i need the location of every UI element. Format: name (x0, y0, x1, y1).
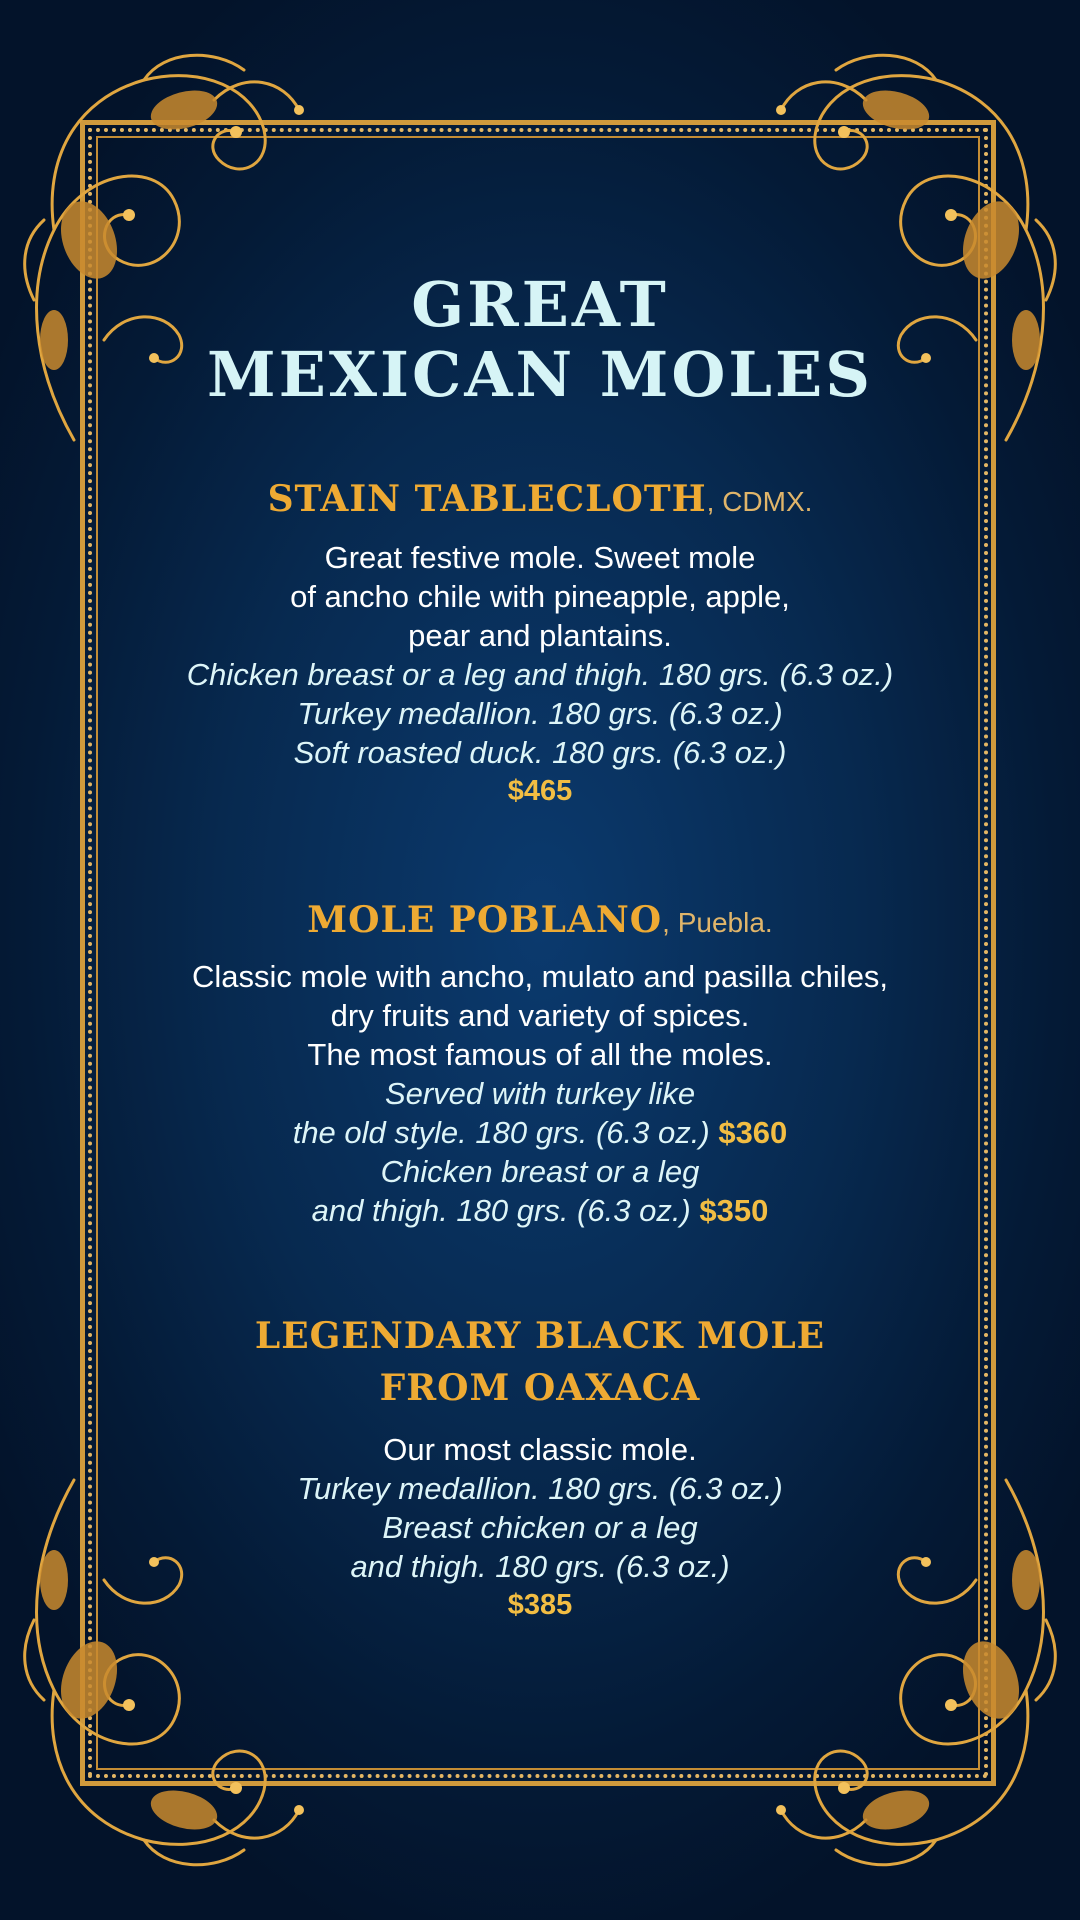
page-title (120, 270, 960, 410)
description-line: Great festive mole. Sweet mole (324, 540, 756, 575)
title-line-1: GREAT (411, 268, 669, 341)
description-line: of ancho chile with pineapple, apple, (290, 579, 790, 614)
section-heading (120, 1314, 960, 1418)
menu-section-stain-tablecloth (120, 474, 960, 811)
section-name-line-1: LEGENDARY BLACK MOLE (254, 1315, 826, 1357)
option-text: and thigh. 180 grs. (6.3 oz.) (311, 1193, 691, 1228)
menu-section-mole-poblano (120, 895, 960, 1230)
section-place: , Puebla. (662, 907, 773, 938)
option-line: Served with turkey like (384, 1076, 696, 1111)
section-heading (120, 895, 960, 953)
title-line-2: MEXICAN MOLES (207, 338, 873, 411)
section-place: , CDMX. (706, 486, 813, 517)
option-line-with-price (120, 1113, 960, 1152)
description-line: dry fruits and variety of spices. (330, 998, 750, 1033)
description-line: Our most classic mole. (383, 1432, 697, 1467)
menu-section-black-mole-oaxaca (120, 1314, 960, 1625)
option-line: and thigh. 180 grs. (6.3 oz.) (350, 1549, 730, 1584)
menu-content (120, 270, 960, 1625)
price: $350 (699, 1193, 769, 1228)
section-name: STAIN TABLECLOTH (267, 478, 707, 520)
option-line: Chicken breast or a leg and thigh. 180 grs. (6.3 oz.) (186, 657, 894, 692)
section-name-line-2: FROM OAXACA (379, 1367, 701, 1409)
option-text: the old style. 180 grs. (6.3 oz.) (292, 1115, 710, 1150)
option-line-with-price (120, 1191, 960, 1230)
section-name: MOLE POBLANO (307, 899, 663, 941)
price: $465 (507, 775, 573, 807)
option-line: Chicken breast or a leg (380, 1154, 700, 1189)
option-line: Turkey medallion. 180 grs. (6.3 oz.) (297, 696, 783, 731)
option-line: Breast chicken or a leg (382, 1510, 698, 1545)
section-heading (120, 474, 960, 532)
option-line: Soft roasted duck. 180 grs. (6.3 oz.) (293, 735, 787, 770)
description-line: pear and plantains. (408, 618, 672, 653)
description-line: Classic mole with ancho, mulato and pasilla chiles, (191, 959, 889, 994)
price: $385 (507, 1589, 573, 1621)
option-line: Turkey medallion. 180 grs. (6.3 oz.) (297, 1471, 783, 1506)
price: $360 (718, 1115, 788, 1150)
description-line: The most famous of all the moles. (307, 1037, 773, 1072)
